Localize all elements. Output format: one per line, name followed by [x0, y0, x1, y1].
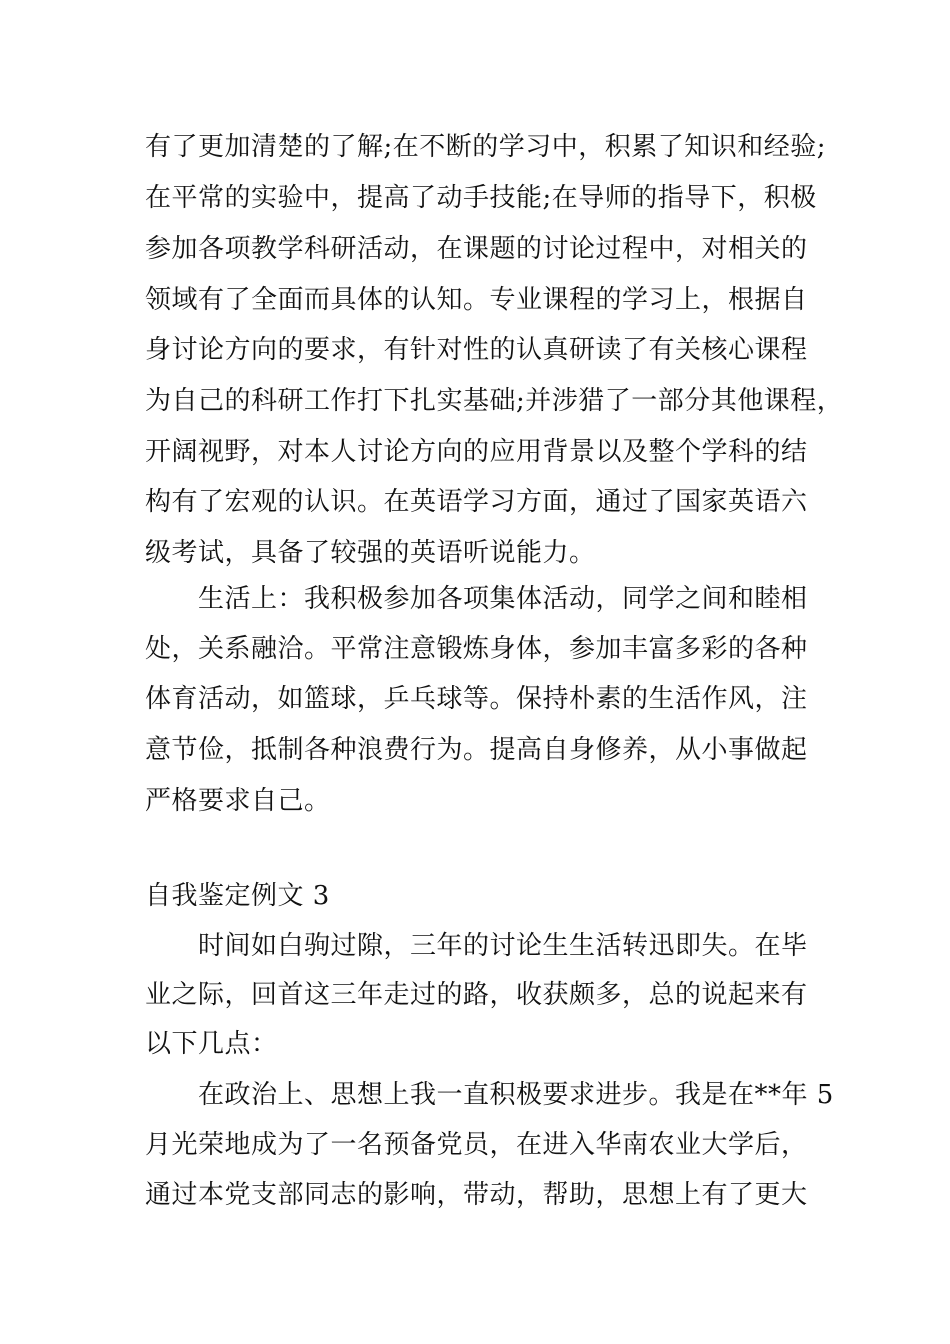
text-line: 业之际，回首这三年走过的路，收获颇多，总的说起来有 — [145, 980, 808, 1010]
text-line: 身讨论方向的要求，有针对性的认真研读了有关核心课程 — [145, 335, 808, 365]
text-line: 时间如白驹过隙，三年的讨论生生活转迅即失。在毕 — [198, 931, 808, 961]
text-line: 意节俭，抵制各种浪费行为。提高自身修养，从小事做起 — [145, 735, 808, 765]
text-line: 构有了宏观的认识。在英语学习方面，通过了国家英语六 — [145, 487, 808, 517]
text-line: 处，关系融洽。平常注意锻炼身体，参加丰富多彩的各种 — [145, 634, 808, 664]
text-line: 生活上：我积极参加各项集体活动，同学之间和睦相 — [198, 584, 808, 614]
text-line: 领域有了全面而具体的认知。专业课程的学习上，根据自 — [145, 285, 808, 315]
section-heading: 自我鉴定例文 3 — [145, 881, 330, 911]
text-line: 严格要求自己。 — [145, 786, 331, 816]
text-line: 有了更加清楚的了解;在不断的学习中，积累了知识和经验; — [145, 132, 827, 162]
text-line: 参加各项教学科研活动，在课题的讨论过程中，对相关的 — [145, 234, 808, 264]
text-line: 月光荣地成为了一名预备党员，在进入华南农业大学后， — [145, 1130, 808, 1160]
text-line: 在政治上、思想上我一直积极要求进步。我是在**年 5 — [198, 1080, 834, 1110]
text-line: 级考试，具备了较强的英语听说能力。 — [145, 538, 596, 568]
text-line: 开阔视野，对本人讨论方向的应用背景以及整个学科的结 — [145, 437, 808, 467]
text-line: 在平常的实验中，提高了动手技能;在导师的指导下，积极 — [145, 183, 817, 213]
text-line: 以下几点： — [145, 1029, 278, 1059]
text-line: 为自己的科研工作打下扎实基础;并涉猎了一部分其他课程， — [145, 386, 844, 416]
text-line: 通过本党支部同志的影响，带动，帮助，思想上有了更大 — [145, 1180, 808, 1210]
text-line: 体育活动，如篮球，乒乓球等。保持朴素的生活作风，注 — [145, 684, 808, 714]
